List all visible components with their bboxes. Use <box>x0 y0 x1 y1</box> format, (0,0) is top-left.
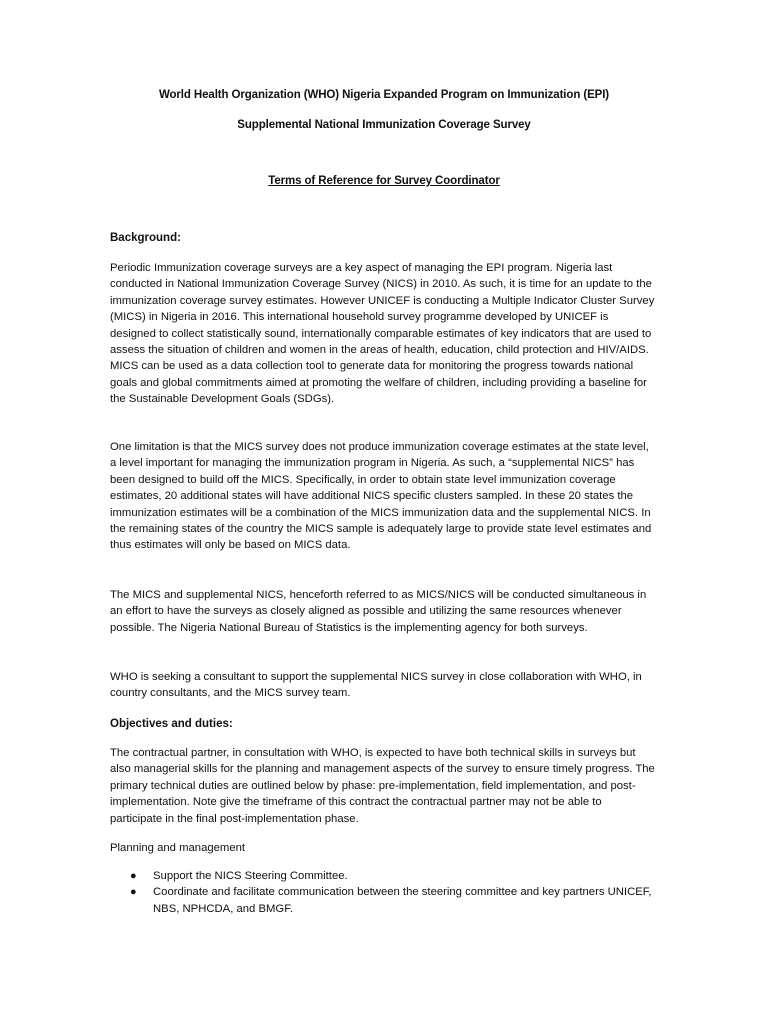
list-item <box>110 884 655 917</box>
bullet-icon: ● <box>130 886 137 899</box>
background-paragraph-4: WHO is seeking a consultant to support the supplemental NICS survey in close collaboration with WHO, in country consultants, and the MICS survey team. <box>110 671 642 700</box>
background-paragraph-1: Periodic Immunization coverage surveys are a key aspect of managing the EPI program. Nigeria last conducted in National Immunization Coverage Survey (NICS) in 2010. As such, it is time for an update to the immunization coverage survey estimates. However UNICEF is conducting a Multiple Indicator Cluster Survey (MICS) in Nigeria in 2016. This international household survey programme developed by UNICEF is designed to collect statistically sound, internationally comparable estimates of key indicators that are used to assess the situation of children and women in the areas of health, education, child protection and HIV/AIDS. MICS can be used as a data collection tool to generate data for monitoring the progress towards national goals and global commitments aimed at promoting the welfare of children, including providing a baseline for the Sustainable Development Goals (SDGs). <box>110 262 655 406</box>
objectives-paragraph: The contractual partner, in consultation with WHO, is expected to have both technical skills in surveys but also managerial skills for the planning and management aspects of the survey to ensure timely progress. The primary technical duties are outlined below by phase: pre-implementation, field implementation, and post-implementation. Note give the timeframe of this contract the contractual partner may not be able to participate in the final post-implementation phase. <box>110 747 655 825</box>
document-title: Terms of Reference for Survey Coordinator <box>268 175 500 187</box>
background-paragraph-2: One limitation is that the MICS survey does not produce immunization coverage estimates at the state level, a level important for managing the immunization program in Nigeria. As such, a “supplemental NICS” has been designed to build off the MICS. Specifically, in order to obtain state level immunization coverage estimates, 20 additional states will have additional NICS specific clusters sampled. In these 20 states the immunization estimates will be a combination of the MICS immunization data and the supplemental NICS. In the remaining states of the country the MICS sample is adequately large to provide state level estimates and thus estimates will only be based on MICS data. <box>110 441 652 552</box>
document-subtitle: Supplemental National Immunization Coverage Survey <box>237 119 531 131</box>
background-paragraph-3: The MICS and supplemental NICS, henceforth referred to as MICS/NICS will be conducted simultaneous in an effort to have the surveys as closely aligned as possible and utilizing the same resources whenever possible. The Nigeria National Bureau of Statistics is the implementing agency for both surveys. <box>110 589 647 634</box>
objectives-heading: Objectives and duties: <box>110 718 233 730</box>
document-organization-title: World Health Organization (WHO) Nigeria Expanded Program on Immunization (EPI) <box>158 89 610 101</box>
background-heading: Background: <box>110 232 181 244</box>
planning-subheading: Planning and management <box>110 842 246 854</box>
planning-bullet-list <box>110 868 655 917</box>
bullet-icon: ● <box>130 870 137 882</box>
list-item-text: Support the NICS Steering Committee. <box>153 870 348 882</box>
list-item <box>110 868 655 884</box>
list-item-text: Coordinate and facilitate communication between the steering committee and key partners UNICEF, NBS, NPHCDA, and BMGF. <box>153 886 652 915</box>
